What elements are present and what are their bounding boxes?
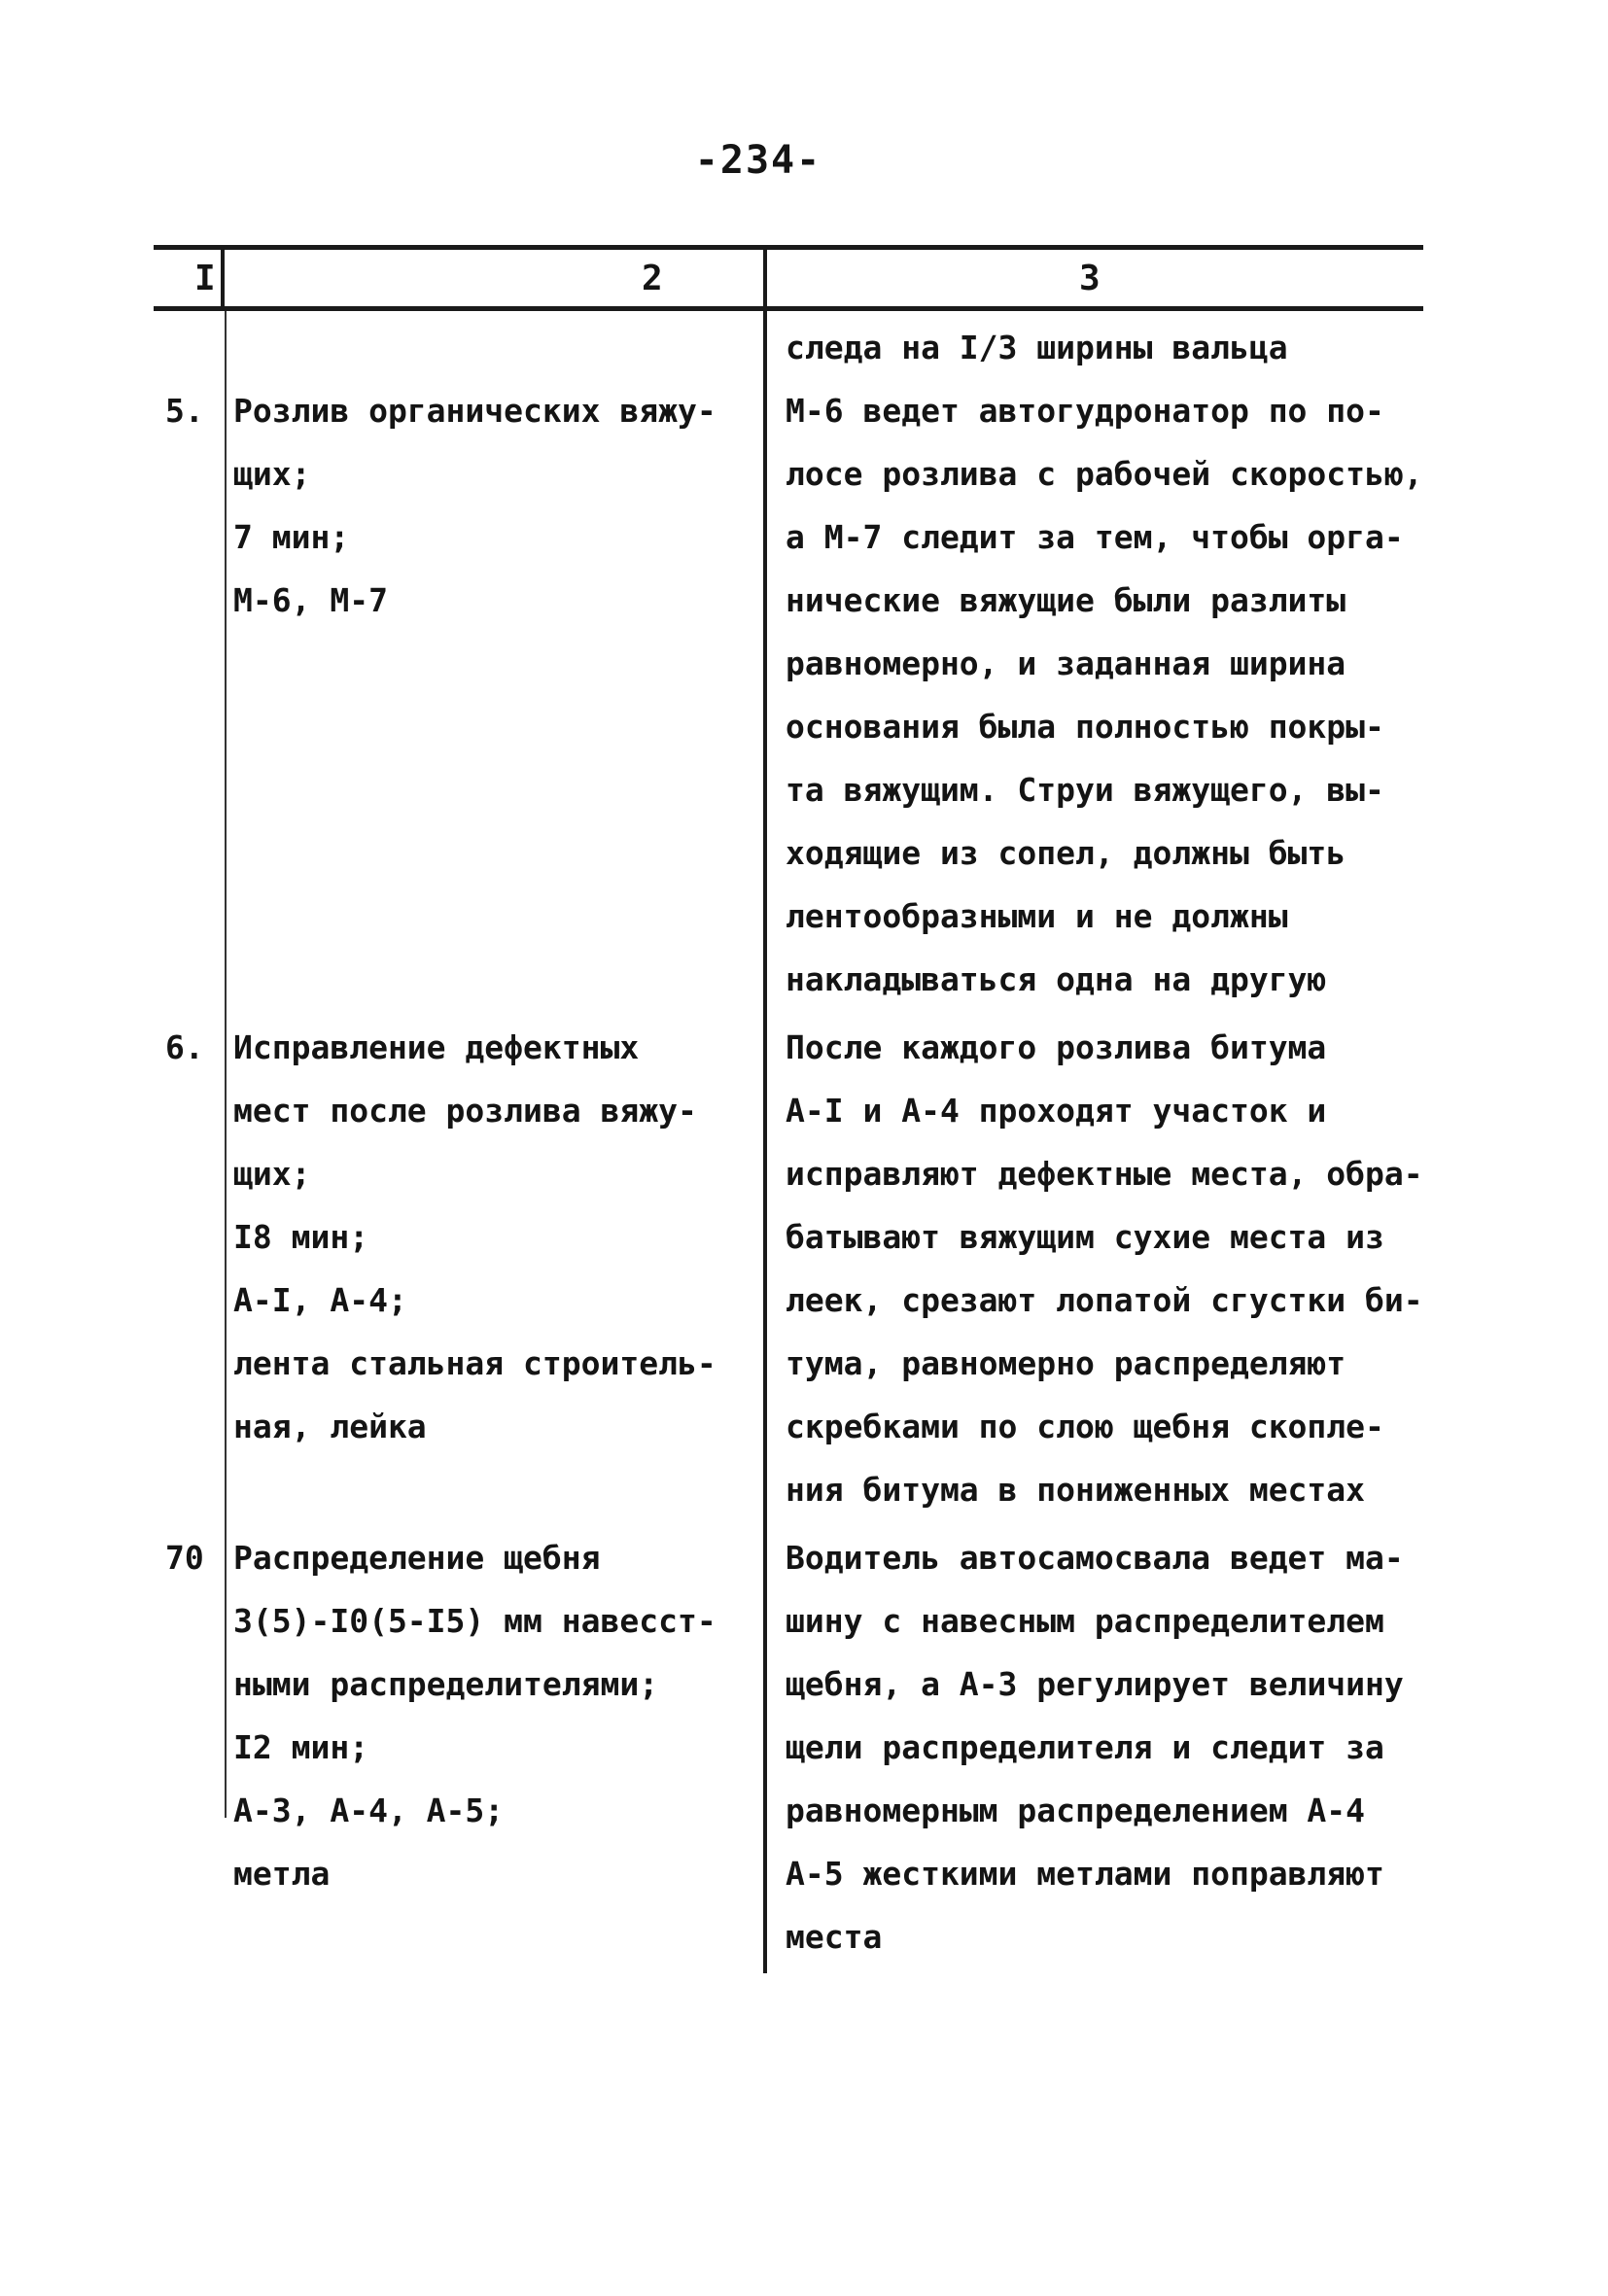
table-top-rule bbox=[154, 245, 1423, 250]
row-1-col3-line-2: а М-7 следит за тем, чтобы орга- bbox=[786, 518, 1404, 556]
row-1-col3-line-7: ходящие из сопел, должны быть bbox=[786, 834, 1346, 872]
row-2-col2-line-2: щих; bbox=[233, 1155, 311, 1193]
column-header-3: 3 bbox=[1079, 259, 1101, 298]
row-1-col3-line-9: накладываться одна на другую bbox=[786, 960, 1327, 998]
column-header-2: 2 bbox=[642, 259, 663, 298]
row-2-number: 6. bbox=[165, 1028, 204, 1066]
row-3-number: 70 bbox=[165, 1539, 204, 1577]
row-1-col3-line-6: та вяжущим. Струи вяжущего, вы- bbox=[786, 771, 1384, 809]
column-divider-1 bbox=[221, 249, 225, 311]
column-header-1: I bbox=[194, 259, 216, 298]
row-1-col2-line-1: щих; bbox=[233, 455, 311, 493]
row-2-col2-line-0: Исправление дефектных bbox=[233, 1028, 640, 1066]
row-3-col2-line-5: метла bbox=[233, 1855, 331, 1893]
row-1-col3-line-3: нические вяжущие были разлиты bbox=[786, 581, 1346, 619]
row-2-col3-line-6: скребками по слою щебня скопле- bbox=[786, 1408, 1384, 1445]
column-divider-2 bbox=[763, 249, 767, 1973]
row-2-col3-line-5: тума, равномерно распределяют bbox=[786, 1344, 1346, 1382]
row-3-col3-line-6: места bbox=[786, 1918, 883, 1956]
row-1-col3-line-8: лентообразными и не должны bbox=[786, 897, 1288, 935]
row-3-col3-line-2: щебня, а А-3 регулирует величину bbox=[786, 1665, 1404, 1703]
row-1-col3-line-5: основания была полностью покры- bbox=[786, 708, 1384, 746]
row-2-col3-line-1: А-I и А-4 проходят участок и bbox=[786, 1092, 1327, 1130]
row-2-col2-line-4: А-I, А-4; bbox=[233, 1281, 407, 1319]
row-2-col2-line-3: I8 мин; bbox=[233, 1218, 369, 1256]
row-3-col3-line-5: А-5 жесткими метлами поправляют bbox=[786, 1855, 1384, 1893]
row-2-col2-line-1: мест после розлива вяжу- bbox=[233, 1092, 697, 1130]
row-2-col2-line-5: лента стальная строитель- bbox=[233, 1344, 717, 1382]
row-1-col3-line-0: М-6 ведет автогудронатор по по- bbox=[786, 392, 1384, 430]
page-number: -234- bbox=[694, 138, 822, 183]
row-1-number: 5. bbox=[165, 392, 204, 430]
row-2-col3-line-4: леек, срезают лопатой сгустки би- bbox=[786, 1281, 1423, 1319]
row-3-col3-line-4: равномерным распределением А-4 bbox=[786, 1792, 1366, 1829]
table-header-rule bbox=[154, 306, 1423, 311]
row-1-col2-line-2: 7 мин; bbox=[233, 518, 350, 556]
row-3-col3-line-1: шину с навесным распределителем bbox=[786, 1602, 1384, 1640]
row-3-col2-line-3: I2 мин; bbox=[233, 1728, 369, 1766]
row-2-col3-line-0: После каждого розлива битума bbox=[786, 1028, 1327, 1066]
row-1-col3-line-1: лосе розлива с рабочей скоростью, bbox=[786, 455, 1423, 493]
row-3-col2-line-2: ными распределителями; bbox=[233, 1665, 659, 1703]
row-2-col2-line-6: ная, лейка bbox=[233, 1408, 427, 1445]
row-3-col3-line-0: Водитель автосамосвала ведет ма- bbox=[786, 1539, 1404, 1577]
row-1-col2-line-3: М-6, М-7 bbox=[233, 581, 388, 619]
row-0-col3-line-0: следа на I/3 ширины вальца bbox=[786, 329, 1288, 366]
row-3-col2-line-0: Распределение щебня bbox=[233, 1539, 601, 1577]
row-2-col3-line-7: ния битума в пониженных местах bbox=[786, 1471, 1366, 1509]
row-1-col2-line-0: Розлив органических вяжу- bbox=[233, 392, 717, 430]
row-2-col3-line-3: батывают вяжущим сухие места из bbox=[786, 1218, 1384, 1256]
row-3-col2-line-1: 3(5)-I0(5-I5) мм навесст- bbox=[233, 1602, 717, 1640]
column-divider-1-body bbox=[225, 311, 227, 1818]
row-1-col3-line-4: равномерно, и заданная ширина bbox=[786, 644, 1346, 682]
row-2-col3-line-2: исправляют дефектные места, обра- bbox=[786, 1155, 1423, 1193]
row-3-col2-line-4: А-3, А-4, А-5; bbox=[233, 1792, 505, 1829]
row-3-col3-line-3: щели распределителя и следит за bbox=[786, 1728, 1384, 1766]
